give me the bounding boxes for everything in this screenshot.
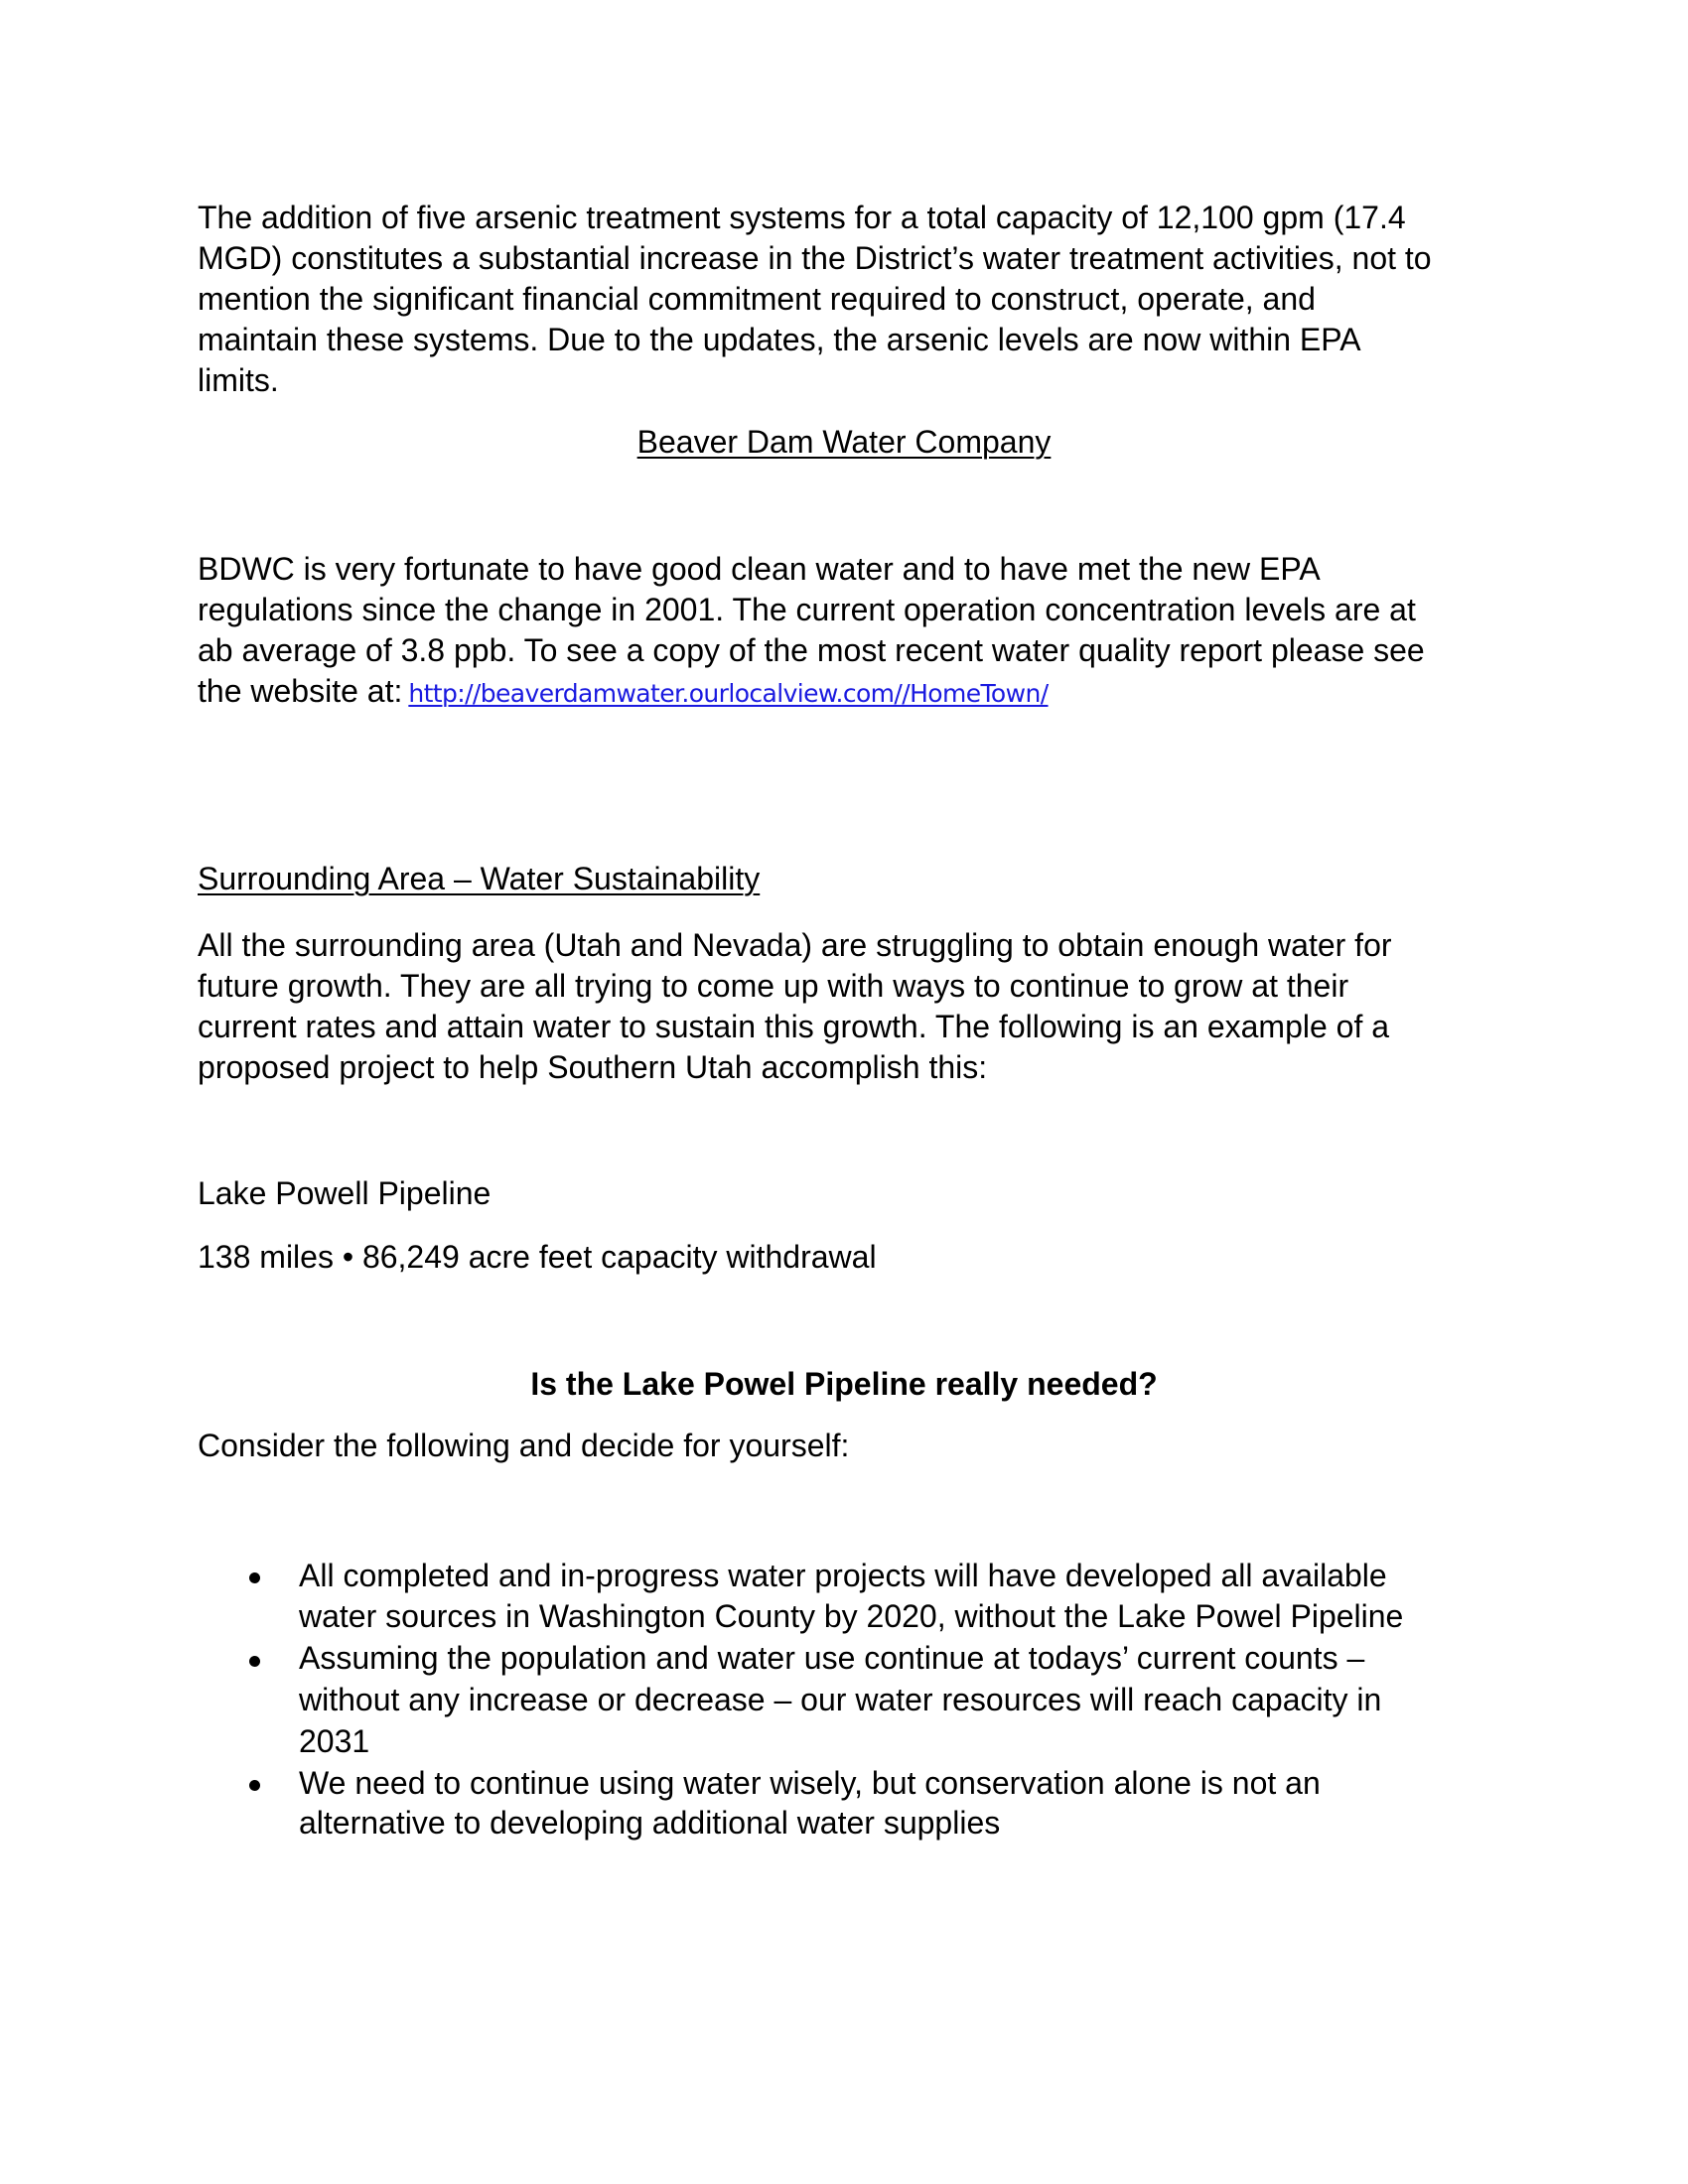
intro-line: MGD) constitutes a substantial increase in the District’s water treatment activities, not to [198, 240, 1432, 276]
water-quality-report-link[interactable]: http://beaverdamwater.ourlocalview.com//HomeTown/ [408, 679, 1049, 708]
project-name: Lake Powell Pipeline [198, 1175, 492, 1211]
bdwc-line: regulations since the change in 2001. The current operation concentration levels are at [198, 592, 1416, 627]
bullet-line: All completed and in-progress water projects will have developed all available [299, 1558, 1387, 1593]
bullet-line: alternative to developing additional water supplies [299, 1805, 1001, 1841]
surrounding-heading-row [198, 863, 760, 894]
bullet-line: Assuming the population and water use continue at todays’ current counts – [299, 1640, 1365, 1676]
bdwc-heading-row [0, 426, 1688, 458]
surrounding-line: proposed project to help Southern Utah accomplish this: [198, 1049, 988, 1085]
surrounding-line: future growth. They are all trying to come up with ways to continue to grow at their [198, 968, 1349, 1004]
question-heading: Is the Lake Powel Pipeline really needed? [530, 1366, 1158, 1402]
question-intro: Consider the following and decide for yourself: [198, 1428, 850, 1463]
bdwc-heading: Beaver Dam Water Company [636, 424, 1052, 460]
intro-line: The addition of five arsenic treatment systems for a total capacity of 12,100 gpm (17.4 [198, 200, 1406, 235]
bullet-line: 2031 [299, 1723, 370, 1759]
bdwc-line: ab average of 3.8 ppb. To see a copy of the most recent water quality report please see [198, 632, 1425, 668]
website-prefix: the website at: [198, 673, 403, 709]
surrounding-heading: Surrounding Area – Water Sustainability [198, 861, 761, 896]
bullet-line: We need to continue using water wisely, but conservation alone is not an [299, 1765, 1321, 1801]
bullet-line: without any increase or decrease – our water resources will reach capacity in [299, 1682, 1382, 1717]
intro-line: mention the significant financial commitment required to construct, operate, and [198, 281, 1316, 317]
bullet-dot-icon [249, 1780, 260, 1791]
bdwc-line-website [198, 675, 1049, 710]
surrounding-line: current rates and attain water to sustain this growth. The following is an example of a [198, 1009, 1390, 1044]
bdwc-line: BDWC is very fortunate to have good clean water and to have met the new EPA [198, 551, 1321, 587]
project-details: 138 miles • 86,249 acre feet capacity withdrawal [198, 1239, 877, 1275]
intro-line: maintain these systems. Due to the updates, the arsenic levels are now within EPA [198, 322, 1361, 357]
bullet-dot-icon [249, 1656, 260, 1667]
intro-line: limits. [198, 362, 279, 398]
bullet-dot-icon [249, 1572, 260, 1583]
surrounding-line: All the surrounding area (Utah and Nevada) are struggling to obtain enough water for [198, 927, 1392, 963]
bullet-line: water sources in Washington County by 2020, without the Lake Powel Pipeline [299, 1598, 1404, 1634]
